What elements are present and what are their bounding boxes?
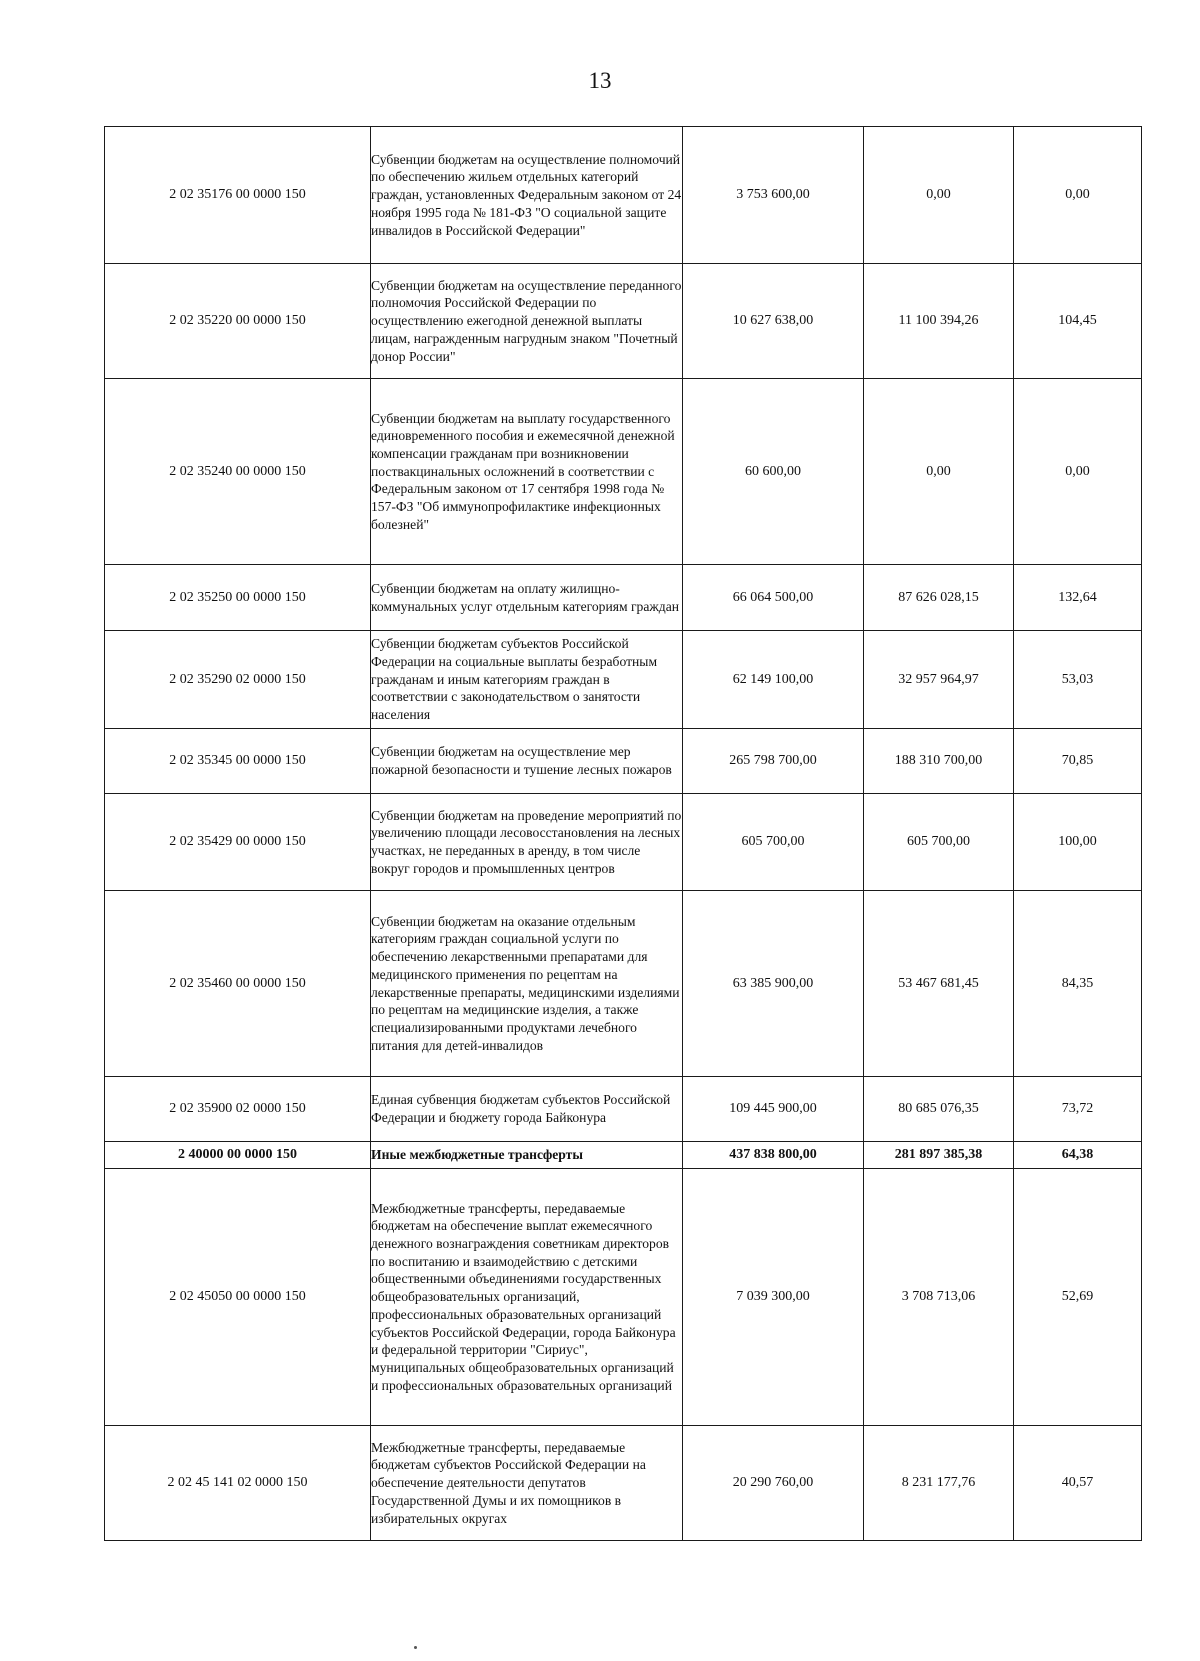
table-row xyxy=(105,729,1142,794)
table-row-total xyxy=(105,1142,1142,1169)
row-fact: 3 708 713,06 xyxy=(864,1169,1014,1426)
budget-table xyxy=(104,126,1142,1541)
row-description: Субвенции бюджетам на выплату государственного единовременного пособия и ежемесячной денежной компенсации гражданам при возникновении поствакцинальных осложнений в соответствии с Федеральным законом от 17 сентября 1998 года № 157-ФЗ "Об иммунопрофилактике инфекционных болезней" xyxy=(371,379,683,565)
row-description: Субвенции бюджетам на оказание отдельным категориям граждан социальной услуги по обеспечению лекарственными препаратами для медицинского применения по рецептам на лекарственные препараты, медицинскими изделиями по рецептам на медицинские изделия, а также специализированными продуктами лечебного питания для детей-инвалидов xyxy=(371,891,683,1077)
row-percent: 84,35 xyxy=(1014,891,1142,1077)
row-percent: 73,72 xyxy=(1014,1077,1142,1142)
row-plan: 20 290 760,00 xyxy=(683,1426,864,1541)
row-description: Единая субвенция бюджетам субъектов Российской Федерации и бюджету города Байконура xyxy=(371,1077,683,1142)
row-code: 2 02 35460 00 0000 150 xyxy=(105,891,371,1077)
row-plan: 10 627 638,00 xyxy=(683,264,864,379)
table-row xyxy=(105,379,1142,565)
row-code: 2 02 35345 00 0000 150 xyxy=(105,729,371,794)
table-row xyxy=(105,565,1142,631)
row-fact: 32 957 964,97 xyxy=(864,631,1014,729)
row-plan: 605 700,00 xyxy=(683,794,864,891)
row-code: 2 02 35176 00 0000 150 xyxy=(105,127,371,264)
row-percent: 132,64 xyxy=(1014,565,1142,631)
row-code: 2 02 35290 02 0000 150 xyxy=(105,631,371,729)
row-percent: 40,57 xyxy=(1014,1426,1142,1541)
row-percent: 70,85 xyxy=(1014,729,1142,794)
table-body xyxy=(105,127,1142,1541)
row-percent: 0,00 xyxy=(1014,379,1142,565)
table-row xyxy=(105,891,1142,1077)
row-code: 2 02 35220 00 0000 150 xyxy=(105,264,371,379)
row-percent: 100,00 xyxy=(1014,794,1142,891)
row-code: 2 02 45 141 02 0000 150 xyxy=(105,1426,371,1541)
row-description: Иные межбюджетные трансферты xyxy=(371,1142,683,1169)
row-fact: 53 467 681,45 xyxy=(864,891,1014,1077)
row-description: Субвенции бюджетам на проведение мероприятий по увеличению площади лесовосстановления на лесных участках, не переданных в аренду, в том числе вокруг городов и промышленных центров xyxy=(371,794,683,891)
row-fact: 8 231 177,76 xyxy=(864,1426,1014,1541)
row-fact: 188 310 700,00 xyxy=(864,729,1014,794)
table-row xyxy=(105,1077,1142,1142)
row-plan: 7 039 300,00 xyxy=(683,1169,864,1426)
row-description: Субвенции бюджетам на оплату жилищно-коммунальных услуг отдельным категориям граждан xyxy=(371,565,683,631)
row-plan: 109 445 900,00 xyxy=(683,1077,864,1142)
row-fact: 80 685 076,35 xyxy=(864,1077,1014,1142)
row-code: 2 02 35900 02 0000 150 xyxy=(105,1077,371,1142)
row-description: Субвенции бюджетам на осуществление мер пожарной безопасности и тушение лесных пожаров xyxy=(371,729,683,794)
table-row xyxy=(105,631,1142,729)
row-fact: 281 897 385,38 xyxy=(864,1142,1014,1169)
row-code: 2 02 45050 00 0000 150 xyxy=(105,1169,371,1426)
table-row xyxy=(105,127,1142,264)
row-fact: 87 626 028,15 xyxy=(864,565,1014,631)
row-fact: 0,00 xyxy=(864,127,1014,264)
row-percent: 53,03 xyxy=(1014,631,1142,729)
scan-speck xyxy=(414,1646,417,1649)
row-plan: 437 838 800,00 xyxy=(683,1142,864,1169)
row-percent: 0,00 xyxy=(1014,127,1142,264)
row-fact: 605 700,00 xyxy=(864,794,1014,891)
row-plan: 265 798 700,00 xyxy=(683,729,864,794)
row-percent: 104,45 xyxy=(1014,264,1142,379)
row-plan: 62 149 100,00 xyxy=(683,631,864,729)
row-plan: 3 753 600,00 xyxy=(683,127,864,264)
row-fact: 11 100 394,26 xyxy=(864,264,1014,379)
row-fact: 0,00 xyxy=(864,379,1014,565)
row-code: 2 02 35429 00 0000 150 xyxy=(105,794,371,891)
table-row xyxy=(105,794,1142,891)
page-number: 13 xyxy=(588,68,612,93)
row-description: Субвенции бюджетам на осуществление переданного полномочия Российской Федерации по осуществлению ежегодной денежной выплаты лицам, награжденным нагрудным знаком "Почетный донор России" xyxy=(371,264,683,379)
row-code: 2 40000 00 0000 150 xyxy=(105,1142,371,1169)
table-row xyxy=(105,1426,1142,1541)
row-description: Субвенции бюджетам на осуществление полномочий по обеспечению жильем отдельных категорий граждан, установленных Федеральным законом от 24 ноября 1995 года № 181-ФЗ "О социальной защите инвалидов в Российской Федерации" xyxy=(371,127,683,264)
row-percent: 52,69 xyxy=(1014,1169,1142,1426)
table-row xyxy=(105,1169,1142,1426)
row-description: Межбюджетные трансферты, передаваемые бюджетам субъектов Российской Федерации на обеспечение деятельности депутатов Государственной Думы и их помощников в избирательных округах xyxy=(371,1426,683,1541)
row-plan: 63 385 900,00 xyxy=(683,891,864,1077)
row-code: 2 02 35250 00 0000 150 xyxy=(105,565,371,631)
row-plan: 66 064 500,00 xyxy=(683,565,864,631)
row-percent: 64,38 xyxy=(1014,1142,1142,1169)
row-description: Субвенции бюджетам субъектов Российской Федерации на социальные выплаты безработным гражданам и иным категориям граждан в соответствии с законодательством о занятости населения xyxy=(371,631,683,729)
row-plan: 60 600,00 xyxy=(683,379,864,565)
row-code: 2 02 35240 00 0000 150 xyxy=(105,379,371,565)
row-description: Межбюджетные трансферты, передаваемые бюджетам на обеспечение выплат ежемесячного денежного вознаграждения советникам директоров по воспитанию и взаимодействию с детскими общественными объединениями государственных общеобразовательных организаций, профессиональных образовательных организаций субъектов Российской Федерации, города Байконура и федеральной территории "Сириус", муниципальных общеобразовательных организаций и профессиональных образовательных организаций xyxy=(371,1169,683,1426)
table-row xyxy=(105,264,1142,379)
